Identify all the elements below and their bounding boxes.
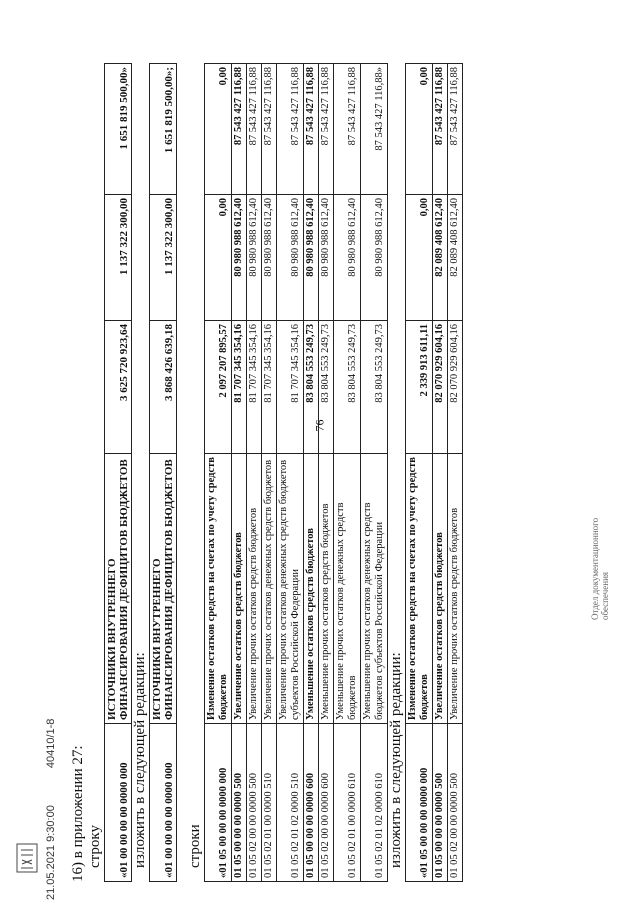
value-2022-cell: 82 089 408 612,40: [433, 195, 448, 321]
stamp-line-1: Отдел документационного: [590, 517, 600, 620]
value-2021-cell: 3 625 720 923,64: [105, 321, 132, 454]
value-2021-cell: 3 868 426 639,18: [150, 321, 177, 454]
table-row: [277, 64, 304, 882]
instruction-text-replace: изложить в следующей редакции:: [132, 652, 148, 868]
value-2023-cell: 87 543 427 116,88: [334, 64, 361, 195]
value-2021-cell: 2 097 207 895,57: [205, 321, 232, 454]
instruction-text-replace-2: изложить в следующей редакции:: [388, 652, 404, 868]
table-row: [105, 64, 132, 882]
item-name-cell: Увеличение остатков средств бюджетов: [433, 454, 448, 724]
page-number: 76: [312, 419, 327, 432]
value-2022-cell: 80 980 988 612,40: [304, 195, 319, 321]
value-2021-cell: 81 707 345 354,16: [277, 321, 304, 454]
budget-code-cell: «01 00 00 00 00 0000 000: [150, 724, 177, 882]
budget-code-cell: 01 05 02 00 00 0000 600: [319, 724, 334, 882]
value-2021-cell: 81 707 345 354,16: [232, 321, 247, 454]
value-2022-cell: 80 980 988 612,40: [361, 195, 388, 321]
value-2021-cell: 83 804 553 249,73: [361, 321, 388, 454]
budget-code-cell: 01 05 02 00 00 0000 500: [448, 724, 463, 882]
budget-code-cell: 01 05 02 01 02 0000 610: [361, 724, 388, 882]
value-2021-cell: 83 804 553 249,73: [319, 321, 334, 454]
value-2022-cell: 80 980 988 612,40: [232, 195, 247, 321]
value-2022-cell: 1 137 322 300,00: [105, 195, 132, 321]
item-name-cell: Уменьшение остатков средств бюджетов: [304, 454, 319, 724]
budget-code-cell: «01 05 00 00 00 0000 000: [205, 724, 232, 882]
value-2023-cell: 87 543 427 116,88: [262, 64, 277, 195]
value-2021-cell: 81 707 345 354,16: [262, 321, 277, 454]
item-name-cell: Увеличение остатков средств бюджетов: [232, 454, 247, 724]
table-original-rows: [204, 63, 388, 882]
budget-code-cell: 01 05 00 00 00 0000 600: [304, 724, 319, 882]
table-row: [247, 64, 262, 882]
item-name-cell: Изменение остатков средств на счетах по учету средств бюджетов: [406, 454, 433, 724]
table-original-row: [104, 63, 132, 882]
budget-code-cell: 01 05 00 00 00 0000 500: [433, 724, 448, 882]
table-row: [205, 64, 232, 882]
value-2023-cell: 87 543 427 116,88: [232, 64, 247, 195]
value-2022-cell: 80 980 988 612,40: [319, 195, 334, 321]
value-2021-cell: 82 070 929 604,16: [448, 321, 463, 454]
seal-icon: [14, 840, 40, 876]
value-2023-cell: 1 651 819 500,00»;: [150, 64, 177, 195]
table-row: [150, 64, 177, 882]
item-name-cell: Увеличение прочих остатков средств бюджетов: [448, 454, 463, 724]
budget-code-cell: 01 05 02 01 00 0000 510: [262, 724, 277, 882]
item-name-cell: Уменьшение прочих остатков денежных средств бюджетов субъектов Российской Федерации: [361, 454, 388, 724]
budget-code-cell: 01 05 02 00 00 0000 500: [247, 724, 262, 882]
value-2022-cell: 0,00: [205, 195, 232, 321]
budget-code-cell: «01 00 00 00 00 0000 000: [105, 724, 132, 882]
table-new-row: [149, 63, 177, 882]
budget-code-cell: 01 05 00 00 00 0000 500: [232, 724, 247, 882]
value-2023-cell: 87 543 427 116,88: [247, 64, 262, 195]
section-heading: 16) в приложении 27:: [70, 745, 86, 882]
item-name-cell: ИСТОЧНИКИ ВНУТРЕННЕГО ФИНАНСИРОВАНИЯ ДЕФИЦИТОВ БЮДЖЕТОВ: [150, 454, 177, 724]
value-2023-cell: 87 543 427 116,88: [277, 64, 304, 195]
rotated-document-content: [70, 64, 538, 882]
item-name-cell: Увеличение прочих остатков средств бюджетов: [247, 454, 262, 724]
value-2021-cell: 83 804 553 249,73: [304, 321, 319, 454]
value-2022-cell: 80 980 988 612,40: [247, 195, 262, 321]
value-2023-cell: 87 543 427 116,88: [304, 64, 319, 195]
value-2023-cell: 87 543 427 116,88: [319, 64, 334, 195]
value-2021-cell: 81 707 345 354,16: [247, 321, 262, 454]
table-row: [319, 64, 334, 882]
value-2023-cell: 87 543 427 116,88: [448, 64, 463, 195]
table-row: [406, 64, 433, 882]
value-2022-cell: 82 089 408 612,40: [448, 195, 463, 321]
value-2023-cell: 0,00: [205, 64, 232, 195]
table-new-rows: [405, 63, 463, 882]
value-2023-cell: 1 651 819 500,00»: [105, 64, 132, 195]
budget-code-cell: «01 05 00 00 00 0000 000: [406, 724, 433, 882]
table-row: [304, 64, 319, 882]
value-2022-cell: 1 137 322 300,00: [150, 195, 177, 321]
table-row: [232, 64, 247, 882]
table-row: [361, 64, 388, 882]
value-2021-cell: 2 339 913 611,11: [406, 321, 433, 454]
budget-code-cell: 01 05 02 01 00 0000 610: [334, 724, 361, 882]
value-2023-cell: 0,00: [406, 64, 433, 195]
table-row: [262, 64, 277, 882]
value-2022-cell: 80 980 988 612,40: [277, 195, 304, 321]
table-row: [448, 64, 463, 882]
instruction-text-rows: строки: [187, 824, 203, 868]
item-name-cell: Увеличение прочих остатков денежных средств бюджетов субъектов Российской Федерации: [277, 454, 304, 724]
budget-code-cell: 01 05 02 01 02 0000 510: [277, 724, 304, 882]
footer-datetime: 21.05.2021 9:30:00: [45, 805, 57, 900]
value-2021-cell: 82 070 929 604,16: [433, 321, 448, 454]
item-name-cell: Изменение остатков средств на счетах по учету средств бюджетов: [205, 454, 232, 724]
instruction-text-row: строку: [87, 825, 103, 868]
department-stamp: [590, 470, 612, 620]
value-2022-cell: 80 980 988 612,40: [262, 195, 277, 321]
value-2022-cell: 80 980 988 612,40: [334, 195, 361, 321]
value-2023-cell: 87 543 427 116,88: [433, 64, 448, 195]
footer-doc-number: 40410/1-8: [45, 718, 57, 769]
item-name-cell: Уменьшение прочих остатков средств бюджетов: [319, 454, 334, 724]
stamp-line-2: обеспечения: [600, 571, 610, 620]
table-row: [433, 64, 448, 882]
table-row: [334, 64, 361, 882]
item-name-cell: ИСТОЧНИКИ ВНУТРЕННЕГО ФИНАНСИРОВАНИЯ ДЕФИЦИТОВ БЮДЖЕТОВ: [105, 454, 132, 724]
item-name-cell: Уменьшение прочих остатков денежных средств бюджетов: [334, 454, 361, 724]
value-2021-cell: 83 804 553 249,73: [334, 321, 361, 454]
item-name-cell: Увеличение прочих остатков денежных средств бюджетов: [262, 454, 277, 724]
footer: [45, 560, 67, 900]
value-2023-cell: 87 543 427 116,88»: [361, 64, 388, 195]
value-2022-cell: 0,00: [406, 195, 433, 321]
